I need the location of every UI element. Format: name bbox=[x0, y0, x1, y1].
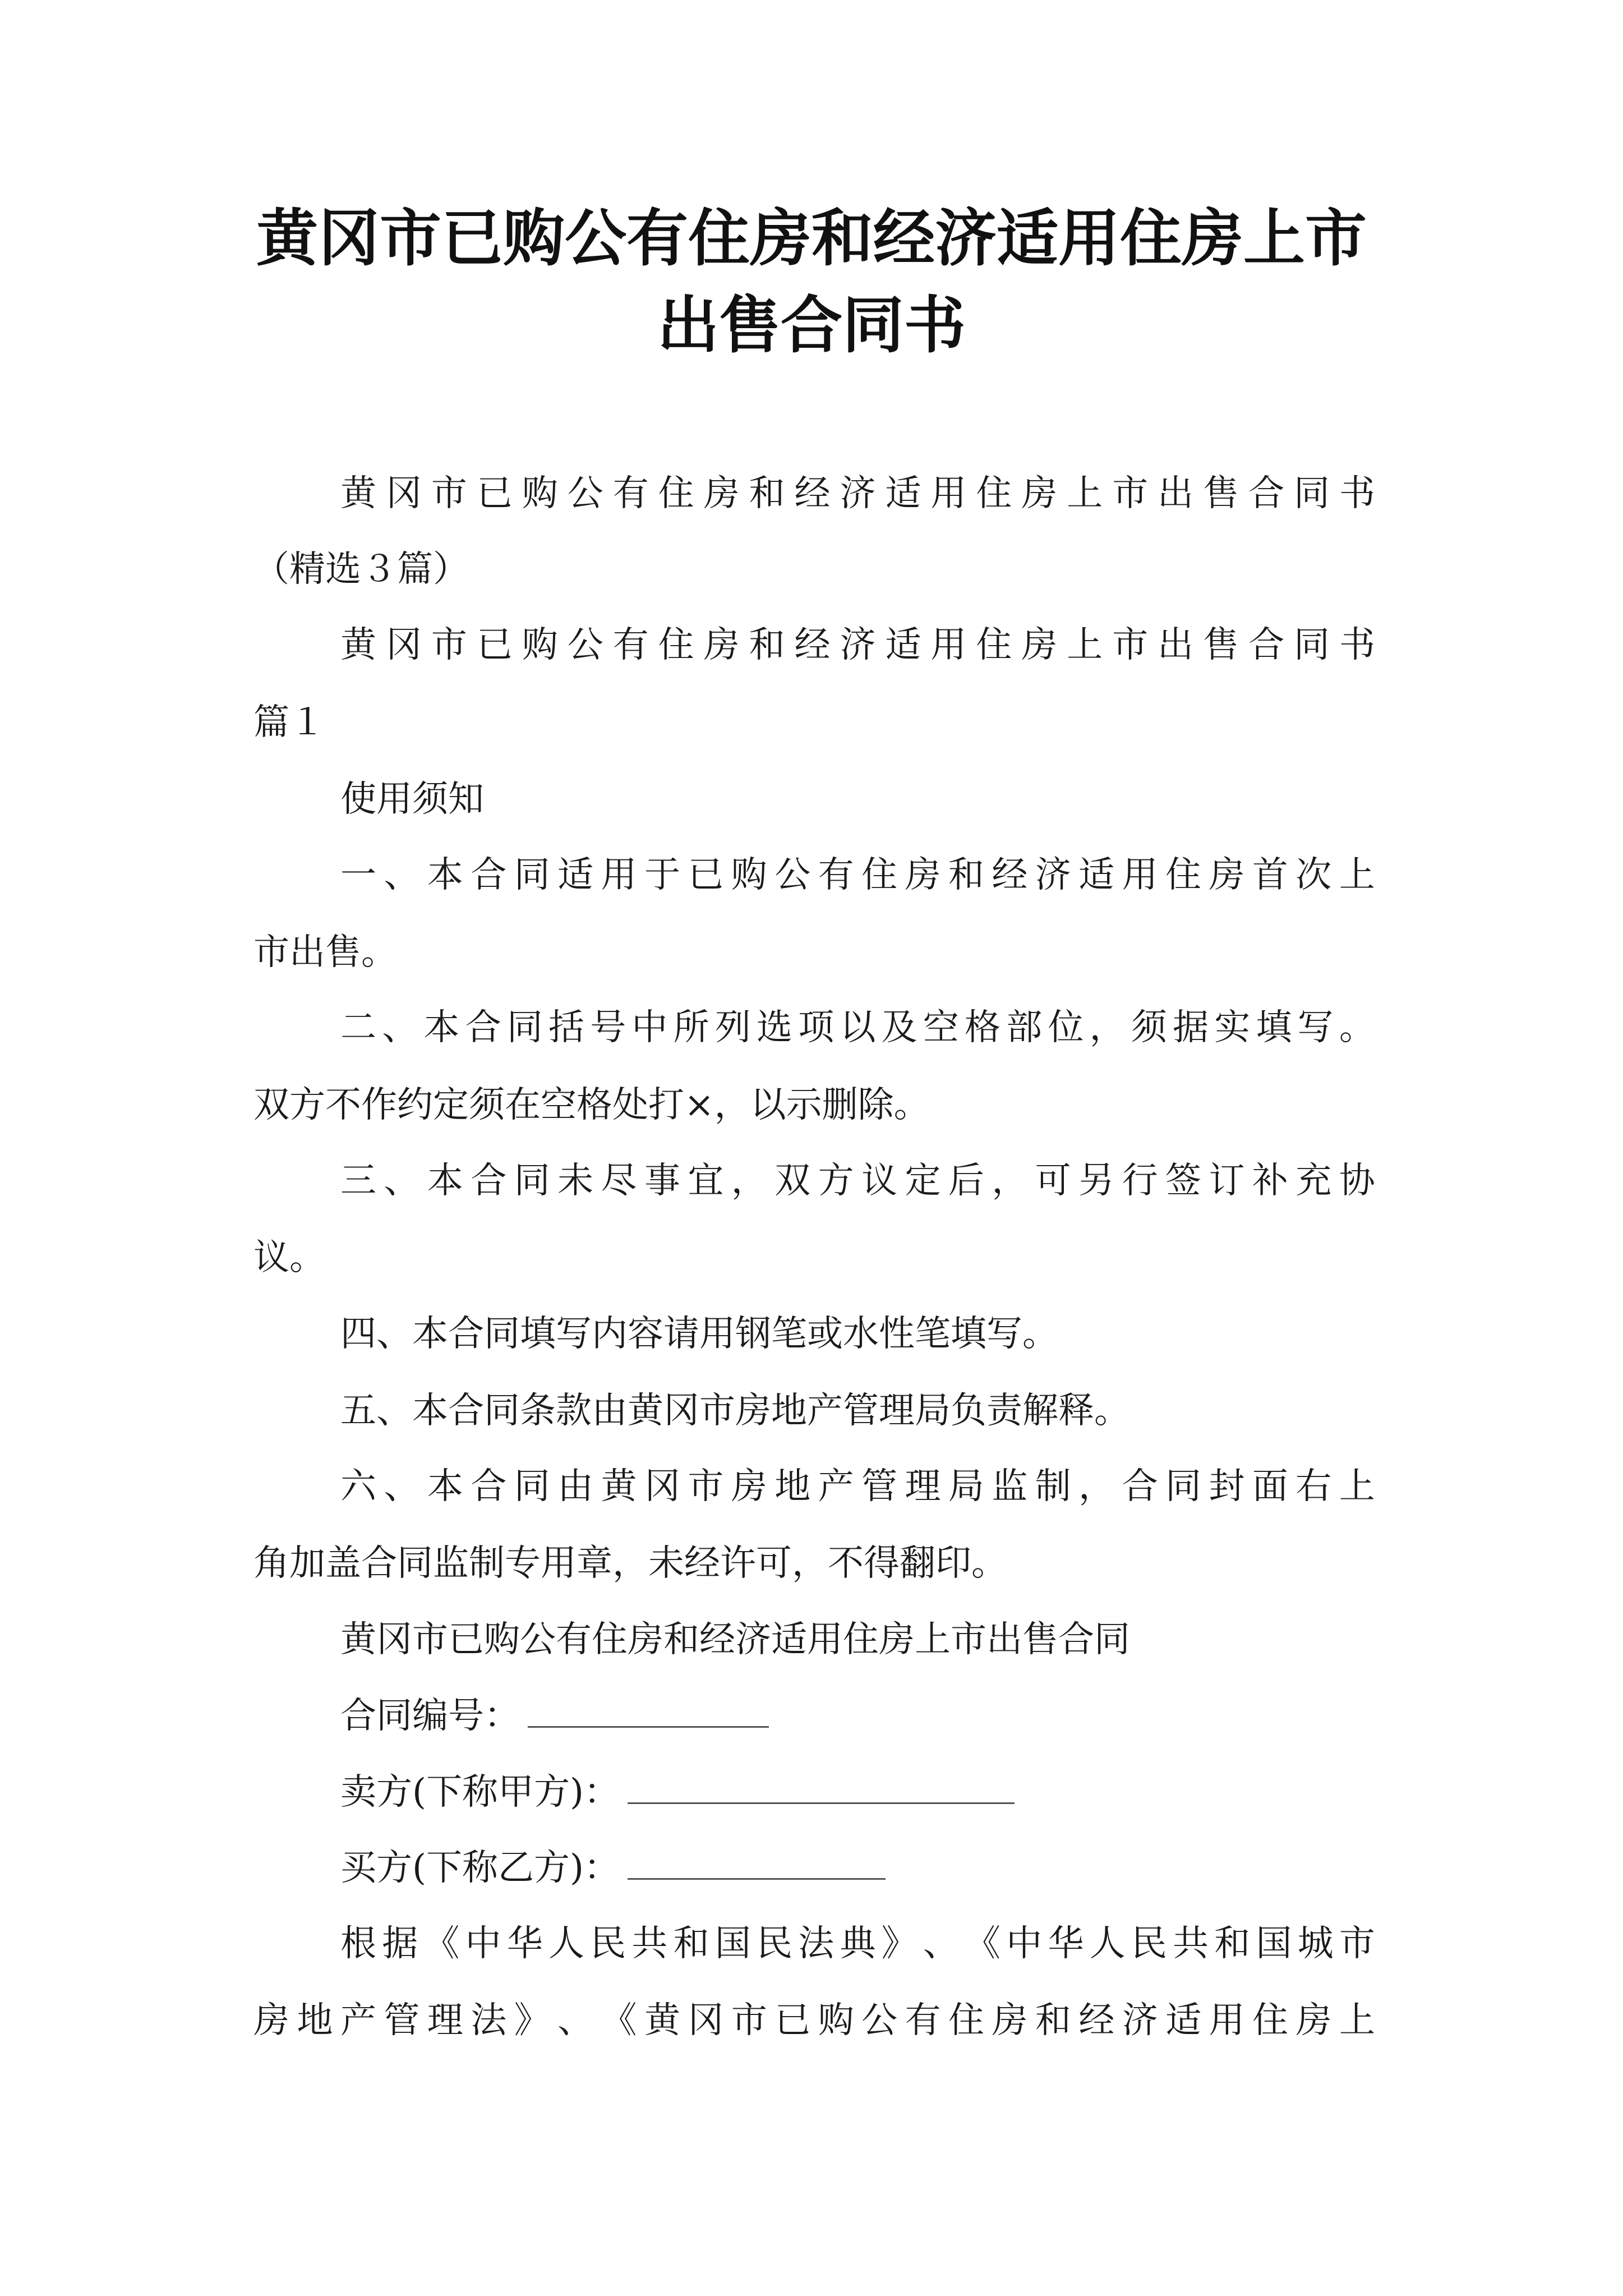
text-char: 市 bbox=[431, 473, 467, 514]
text-char: 同 bbox=[506, 1007, 543, 1048]
text-char: 》 bbox=[881, 1923, 917, 1964]
text-char: 购 bbox=[522, 473, 558, 514]
text-char: 本 bbox=[423, 1007, 460, 1048]
text-char: 项 bbox=[798, 1007, 834, 1048]
text-char: 选 bbox=[757, 1007, 793, 1048]
legal-basis-line-1 bbox=[340, 1918, 1375, 1969]
text-char: 经 bbox=[794, 473, 831, 514]
text-char: 本 bbox=[427, 1160, 463, 1202]
text-char: 房 bbox=[905, 854, 941, 896]
text-char: 合 bbox=[471, 1466, 507, 1507]
text-char: 双 bbox=[774, 1160, 811, 1202]
notice-item-1-line-2: 市出售。 bbox=[253, 932, 397, 973]
text-char: 房 bbox=[253, 2000, 289, 2041]
text-char: 共 bbox=[631, 1923, 668, 1964]
text-char: 监 bbox=[992, 1466, 1028, 1507]
text-char: 、 bbox=[382, 1007, 418, 1048]
text-char: 局 bbox=[948, 1466, 984, 1507]
text-char: 号 bbox=[590, 1007, 626, 1048]
text-char: 合 bbox=[1122, 1466, 1158, 1507]
text-char: 中 bbox=[1006, 1923, 1043, 1964]
notice-item-3-line-2: 议。 bbox=[253, 1237, 325, 1278]
text-char: 市 bbox=[731, 2000, 767, 2041]
text-char: 黄 bbox=[340, 624, 376, 666]
text-char: 同 bbox=[1294, 624, 1330, 666]
text-char: 上 bbox=[1339, 854, 1375, 896]
text-char: 理 bbox=[905, 1466, 941, 1507]
text-char: 住 bbox=[976, 473, 1012, 514]
text-char: 订 bbox=[1209, 1160, 1245, 1202]
text-char: 适 bbox=[885, 624, 921, 666]
text-char: 购 bbox=[522, 624, 558, 666]
text-char: 住 bbox=[1252, 2000, 1289, 2041]
text-char: 产 bbox=[818, 1466, 854, 1507]
text-char: 共 bbox=[1173, 1923, 1209, 1964]
text-char: 同 bbox=[514, 1466, 550, 1507]
text-char: 书 bbox=[1339, 624, 1375, 666]
text-char: 、 bbox=[557, 2000, 594, 2041]
text-char: 上 bbox=[1067, 473, 1103, 514]
text-char: 有 bbox=[905, 2000, 941, 2041]
text-char: 部 bbox=[1006, 1007, 1043, 1048]
text-char: 本 bbox=[427, 1466, 463, 1507]
text-char: 面 bbox=[1252, 1466, 1288, 1507]
text-char: 同 bbox=[514, 1160, 550, 1202]
text-char: 出 bbox=[1158, 473, 1194, 514]
text-char: 合 bbox=[1248, 473, 1285, 514]
text-char: 华 bbox=[506, 1923, 543, 1964]
text-char: 行 bbox=[1122, 1160, 1158, 1202]
text-char: 冈 bbox=[644, 1466, 680, 1507]
text-char: 须 bbox=[1131, 1007, 1167, 1048]
text-char: 公 bbox=[567, 473, 603, 514]
text-char: 住 bbox=[948, 2000, 984, 2041]
text-char: 用 bbox=[601, 854, 637, 896]
text-char: ， bbox=[731, 1160, 767, 1202]
text-char: 协 bbox=[1339, 1160, 1375, 1202]
contract-number-label: 合同编号： bbox=[340, 1695, 520, 1737]
paragraph-collection-title-line-1 bbox=[340, 468, 1375, 519]
text-char: 合 bbox=[471, 1160, 507, 1202]
text-char: 房 bbox=[1295, 2000, 1332, 2041]
text-char: 住 bbox=[1165, 854, 1202, 896]
text-char: 以 bbox=[840, 1007, 876, 1048]
text-char: 适 bbox=[885, 473, 921, 514]
paragraph-collection-title-line-2: （精选３篇） bbox=[253, 549, 469, 590]
text-char: 济 bbox=[1035, 854, 1071, 896]
text-char: 由 bbox=[557, 1466, 594, 1507]
text-char: 未 bbox=[557, 1160, 594, 1202]
text-char: 议 bbox=[861, 1160, 898, 1202]
text-char: 城 bbox=[1297, 1923, 1334, 1964]
text-char: 适 bbox=[1165, 2000, 1202, 2041]
text-char: 用 bbox=[1122, 854, 1158, 896]
text-char: 签 bbox=[1165, 1160, 1202, 1202]
text-char: 国 bbox=[1256, 1923, 1292, 1964]
text-char: 、 bbox=[923, 1923, 959, 1964]
text-char: 经 bbox=[1078, 2000, 1115, 2041]
text-char: 一 bbox=[340, 854, 376, 896]
text-char: 房 bbox=[1021, 624, 1058, 666]
text-char: 购 bbox=[731, 854, 767, 896]
text-char: 事 bbox=[644, 1160, 680, 1202]
text-char: 上 bbox=[1339, 1466, 1375, 1507]
buyer-row bbox=[340, 1843, 1375, 1893]
text-char: 黄 bbox=[601, 1466, 637, 1507]
text-char: 住 bbox=[658, 473, 694, 514]
text-char: 房 bbox=[1021, 473, 1058, 514]
seller-name-blank[interactable] bbox=[628, 1774, 1015, 1804]
text-char: 经 bbox=[992, 854, 1028, 896]
text-char: 写 bbox=[1297, 1007, 1334, 1048]
text-char: 格 bbox=[965, 1007, 1001, 1048]
text-char: 华 bbox=[1048, 1923, 1084, 1964]
notice-item-3-line-1 bbox=[340, 1156, 1375, 1206]
text-char: 冈 bbox=[385, 473, 422, 514]
text-char: 公 bbox=[774, 854, 811, 896]
legal-basis-line-2 bbox=[253, 1995, 1375, 2046]
text-char: 购 bbox=[818, 2000, 854, 2041]
text-char: ， bbox=[1078, 1466, 1115, 1507]
text-char: 市 bbox=[431, 624, 467, 666]
text-char: 管 bbox=[861, 1466, 898, 1507]
text-char: 济 bbox=[1122, 2000, 1158, 2041]
text-char: 《 bbox=[965, 1923, 1001, 1964]
text-char: 管 bbox=[384, 2000, 420, 2041]
text-char: 据 bbox=[382, 1923, 418, 1964]
text-char: 定 bbox=[905, 1160, 941, 1202]
text-char: 房 bbox=[703, 624, 740, 666]
text-char: 根 bbox=[340, 1923, 376, 1964]
text-char: 住 bbox=[658, 624, 694, 666]
text-char: 经 bbox=[794, 624, 831, 666]
text-char: 市 bbox=[1112, 473, 1149, 514]
text-char: 所 bbox=[673, 1007, 709, 1048]
text-char: ， bbox=[1089, 1007, 1126, 1048]
text-char: 和 bbox=[749, 473, 785, 514]
text-char: 同 bbox=[514, 854, 550, 896]
text-char: ， bbox=[992, 1160, 1028, 1202]
text-char: 适 bbox=[557, 854, 594, 896]
text-char: 济 bbox=[840, 473, 876, 514]
text-char: 市 bbox=[1112, 624, 1149, 666]
text-char: 六 bbox=[340, 1466, 376, 1507]
text-char: 有 bbox=[612, 473, 649, 514]
text-char: 书 bbox=[1339, 473, 1375, 514]
text-char: 于 bbox=[644, 854, 680, 896]
text-char: 用 bbox=[1209, 2000, 1245, 2041]
text-char: 上 bbox=[1339, 2000, 1375, 2041]
text-char: 住 bbox=[861, 854, 898, 896]
notice-item-6-line-1 bbox=[340, 1461, 1375, 1512]
contract-number-blank[interactable] bbox=[528, 1698, 769, 1728]
text-char: 已 bbox=[476, 473, 513, 514]
text-char: 和 bbox=[673, 1923, 709, 1964]
text-char: 本 bbox=[427, 854, 463, 896]
text-char: 和 bbox=[1035, 2000, 1071, 2041]
text-char: 出 bbox=[1158, 624, 1194, 666]
text-char: 产 bbox=[340, 2000, 376, 2041]
text-char: 济 bbox=[840, 624, 876, 666]
text-char: 另 bbox=[1078, 1160, 1115, 1202]
text-char: 地 bbox=[297, 2000, 333, 2041]
text-char: 法 bbox=[798, 1923, 834, 1964]
text-char: 、 bbox=[384, 1466, 420, 1507]
text-char: 公 bbox=[567, 624, 603, 666]
notice-item-4: 四、本合同填写内容请用钢笔或水性笔填写。 bbox=[340, 1313, 1058, 1355]
text-char: 用 bbox=[930, 473, 967, 514]
text-char: 用 bbox=[930, 624, 967, 666]
text-char: 尽 bbox=[601, 1160, 637, 1202]
text-char: 和 bbox=[1214, 1923, 1251, 1964]
text-char: 冈 bbox=[385, 624, 422, 666]
text-char: 和 bbox=[948, 854, 984, 896]
text-char: 后 bbox=[948, 1160, 984, 1202]
text-char: 》 bbox=[514, 2000, 550, 2041]
text-char: 公 bbox=[861, 2000, 898, 2041]
text-char: 上 bbox=[1067, 624, 1103, 666]
text-char: 合 bbox=[465, 1007, 501, 1048]
notice-item-2-line-2: 双方不作约定须在空格处打×，以示删除。 bbox=[253, 1084, 930, 1126]
text-char: 。 bbox=[1339, 1007, 1375, 1048]
text-char: 房 bbox=[731, 1466, 767, 1507]
text-char: 冈 bbox=[688, 2000, 724, 2041]
buyer-name-blank[interactable] bbox=[628, 1850, 886, 1880]
text-char: 房 bbox=[703, 473, 740, 514]
text-char: 合 bbox=[471, 854, 507, 896]
text-char: 黄 bbox=[340, 473, 376, 514]
notice-item-1-line-1 bbox=[340, 850, 1375, 900]
text-char: 括 bbox=[548, 1007, 585, 1048]
text-char: 位 bbox=[1048, 1007, 1084, 1048]
text-char: 房 bbox=[1209, 854, 1245, 896]
text-char: 列 bbox=[714, 1007, 751, 1048]
text-char: 人 bbox=[1089, 1923, 1126, 1964]
text-char: 住 bbox=[976, 624, 1012, 666]
contract-heading: 黄冈市已购公有住房和经济适用住房上市出售合同 bbox=[340, 1619, 1130, 1660]
text-char: 充 bbox=[1295, 1160, 1332, 1202]
text-char: 、 bbox=[384, 854, 420, 896]
paragraph-chapter-title-line-1 bbox=[340, 620, 1375, 670]
text-char: 已 bbox=[774, 2000, 811, 2041]
document-title-line-1: 黄冈市已购公有住房和经济适用住房上市 bbox=[256, 203, 1367, 274]
text-char: 国 bbox=[714, 1923, 751, 1964]
notice-item-2-line-1 bbox=[340, 1002, 1375, 1053]
text-char: 理 bbox=[427, 2000, 463, 2041]
text-char: 及 bbox=[881, 1007, 917, 1048]
text-char: 次 bbox=[1295, 854, 1332, 896]
text-char: 地 bbox=[774, 1466, 811, 1507]
text-char: 宜 bbox=[688, 1160, 724, 1202]
text-char: 市 bbox=[1339, 1923, 1375, 1964]
notice-item-6-line-2: 角加盖合同监制专用章，未经许可，不得翻印。 bbox=[253, 1543, 1007, 1584]
text-char: 《 bbox=[601, 2000, 637, 2041]
text-char: 有 bbox=[818, 854, 854, 896]
seller-label: 卖方(下称甲方)： bbox=[340, 1772, 620, 1813]
document-title-line-2: 出售合同书 bbox=[657, 289, 966, 361]
text-char: 二 bbox=[340, 1007, 376, 1048]
text-char: 适 bbox=[1078, 854, 1115, 896]
text-char: 首 bbox=[1252, 854, 1288, 896]
text-char: 可 bbox=[1035, 1160, 1071, 1202]
text-char: 补 bbox=[1252, 1160, 1288, 1202]
text-char: 市 bbox=[688, 1466, 724, 1507]
text-char: 右 bbox=[1295, 1466, 1332, 1507]
notice-item-5: 五、本合同条款由黄冈市房地产管理局负责解释。 bbox=[340, 1390, 1130, 1432]
text-char: 制 bbox=[1035, 1466, 1071, 1507]
text-char: 已 bbox=[688, 854, 724, 896]
text-char: 售 bbox=[1203, 473, 1239, 514]
text-char: 已 bbox=[476, 624, 513, 666]
text-char: 民 bbox=[590, 1923, 626, 1964]
usage-notice-heading: 使用须知 bbox=[340, 779, 484, 820]
text-char: 实 bbox=[1214, 1007, 1251, 1048]
text-char: 中 bbox=[465, 1923, 501, 1964]
seller-row bbox=[340, 1767, 1375, 1818]
text-char: 同 bbox=[1294, 473, 1330, 514]
text-char: 三 bbox=[340, 1160, 376, 1202]
text-char: 、 bbox=[384, 1160, 420, 1202]
text-char: 填 bbox=[1256, 1007, 1292, 1048]
text-char: 空 bbox=[923, 1007, 959, 1048]
text-char: 典 bbox=[840, 1923, 876, 1964]
text-char: 法 bbox=[471, 2000, 507, 2041]
text-char: 方 bbox=[818, 1160, 854, 1202]
text-char: 中 bbox=[631, 1007, 668, 1048]
contract-number-row bbox=[340, 1691, 1375, 1741]
text-char: 售 bbox=[1203, 624, 1239, 666]
text-char: 封 bbox=[1209, 1466, 1245, 1507]
text-char: 黄 bbox=[644, 2000, 680, 2041]
text-char: 合 bbox=[1248, 624, 1285, 666]
buyer-label: 买方(下称乙方)： bbox=[340, 1847, 620, 1889]
text-char: 《 bbox=[423, 1923, 460, 1964]
text-char: 人 bbox=[548, 1923, 585, 1964]
text-char: 房 bbox=[992, 2000, 1028, 2041]
text-char: 民 bbox=[757, 1923, 793, 1964]
text-char: 民 bbox=[1131, 1923, 1167, 1964]
text-char: 同 bbox=[1165, 1466, 1202, 1507]
paragraph-chapter-title-line-2: 篇１ bbox=[253, 702, 325, 743]
text-char: 有 bbox=[612, 624, 649, 666]
text-char: 和 bbox=[749, 624, 785, 666]
text-char: 据 bbox=[1173, 1007, 1209, 1048]
